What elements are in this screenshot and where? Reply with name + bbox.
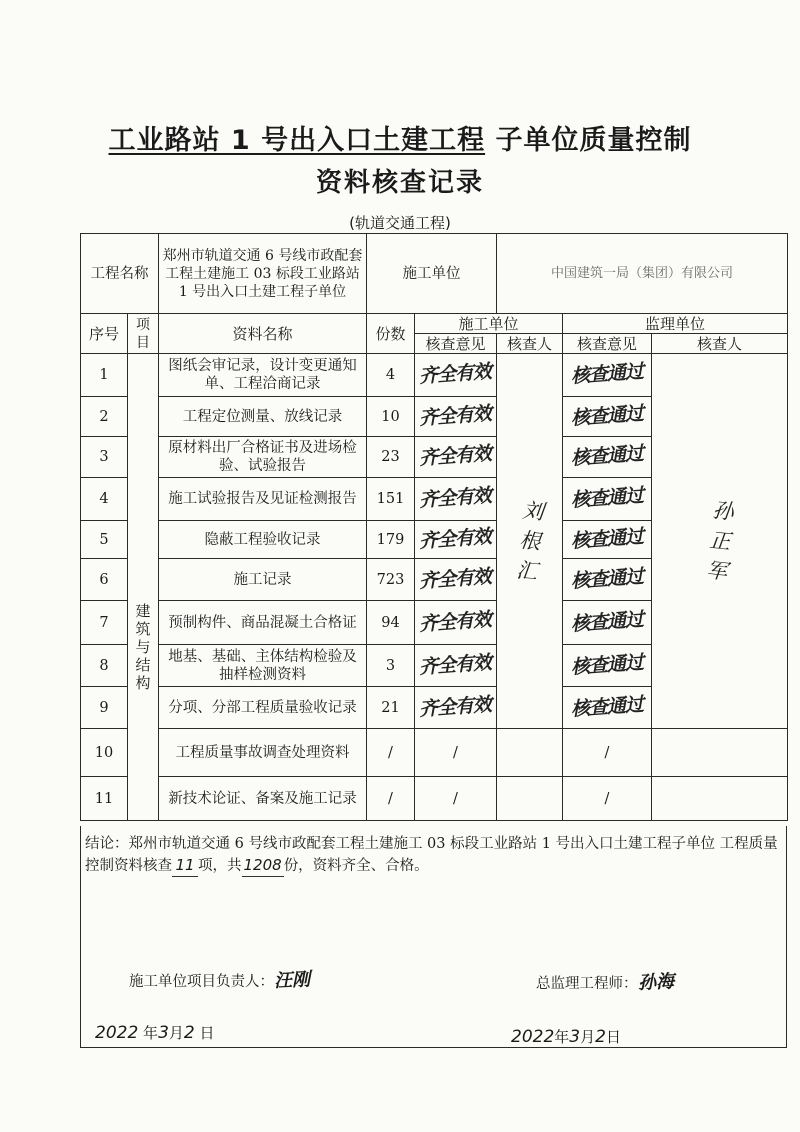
handwritten-text: 齐全有效 — [418, 651, 493, 678]
conclusion-mid: 项，共 — [198, 858, 242, 874]
table-row — [81, 354, 788, 397]
row-c-opinion — [415, 437, 497, 478]
day-char: 日 — [605, 1028, 621, 1046]
header-row-1 — [81, 314, 788, 334]
row-name: 地基、基础、主体结构检验及抽样检测资料 — [159, 645, 367, 687]
date-month: 3 — [569, 1027, 581, 1047]
contractor-label: 施工单位 — [367, 234, 497, 314]
project-row — [81, 234, 788, 314]
row-c-opinion — [415, 559, 497, 601]
contractor-sign-label: 施工单位项目负责人： — [129, 974, 274, 990]
row-no: 7 — [81, 601, 128, 645]
day-char: 日 — [199, 1024, 215, 1042]
row-copies: 94 — [367, 601, 415, 645]
handwritten-text: 齐全有效 — [418, 484, 493, 512]
supervision-checker-cell — [652, 354, 788, 729]
row-no: 4 — [81, 478, 128, 521]
row-c-checker — [497, 729, 563, 777]
row-copies: 4 — [367, 354, 415, 397]
date-year: 2022 — [95, 1023, 139, 1043]
row-s-opinion: / — [563, 777, 652, 821]
header-s-opinion: 核查意见 — [563, 334, 652, 354]
handwritten-text: 核查通过 — [570, 442, 644, 470]
row-c-opinion — [415, 687, 497, 729]
row-s-opinion — [563, 478, 652, 521]
handwritten-text: 核查通过 — [570, 608, 644, 635]
contractor-name: 中国建筑一局（集团）有限公司 — [497, 234, 788, 314]
header-item: 项目 — [128, 314, 159, 354]
date-day: 2 — [183, 1023, 195, 1043]
project-label: 工程名称 — [81, 234, 159, 314]
row-c-opinion — [415, 521, 497, 559]
row-no: 11 — [81, 777, 128, 821]
table-row — [81, 729, 788, 777]
handwritten-text: 齐全有效 — [418, 360, 493, 388]
row-no: 10 — [81, 729, 128, 777]
header-construction: 施工单位 — [415, 314, 563, 334]
handwritten-text: 齐全有效 — [418, 693, 493, 720]
handwritten-text: 齐全有效 — [418, 402, 493, 429]
document-title-line2: 资料核查记录 — [315, 168, 484, 198]
row-c-checker — [497, 777, 563, 821]
supervisor-sign-label: 总监理工程师： — [536, 976, 638, 992]
year-char: 年 — [143, 1024, 159, 1042]
row-s-opinion — [563, 645, 652, 687]
header-supervision: 监理单位 — [563, 314, 788, 334]
row-copies: 3 — [367, 645, 415, 687]
row-copies: 21 — [367, 687, 415, 729]
row-name: 原材料出厂合格证书及进场检验、试验报告 — [159, 437, 367, 478]
row-copies: / — [367, 729, 415, 777]
row-s-opinion — [563, 687, 652, 729]
date-day: 2 — [595, 1027, 606, 1047]
supervisor-signature-block — [536, 968, 674, 994]
row-c-opinion — [415, 601, 497, 645]
row-s-opinion — [563, 521, 652, 559]
row-s-checker — [652, 729, 788, 777]
handwritten-text: 齐全有效 — [418, 565, 493, 592]
table-row — [81, 777, 788, 821]
date-year: 2022 — [511, 1027, 555, 1047]
row-name: 施工记录 — [159, 559, 367, 601]
row-name: 图纸会审记录，设计变更通知单、工程洽商记录 — [159, 354, 367, 397]
row-c-opinion — [415, 354, 497, 397]
row-no: 3 — [81, 437, 128, 478]
year-char: 年 — [554, 1028, 570, 1046]
header-copies: 份数 — [367, 314, 415, 354]
row-c-opinion — [415, 397, 497, 437]
row-c-opinion — [415, 478, 497, 521]
row-s-opinion — [563, 559, 652, 601]
row-s-checker — [652, 777, 788, 821]
header-c-checker: 核查人 — [497, 334, 563, 354]
header-c-opinion: 核查意见 — [415, 334, 497, 354]
row-name: 预制构件、商品混凝土合格证 — [159, 601, 367, 645]
row-c-opinion: / — [415, 729, 497, 777]
row-no: 9 — [81, 687, 128, 729]
month-char: 月 — [168, 1024, 184, 1042]
row-no: 1 — [81, 354, 128, 397]
project-name: 郑州市轨道交通 6 号线市政配套工程土建施工 03 标段工业路站 1 号出入口土建工程子单位 — [159, 234, 367, 314]
handwritten-text: 核查通过 — [570, 360, 644, 388]
supervisor-date — [511, 1026, 621, 1047]
category-label: 建筑与结构 — [135, 602, 151, 692]
row-copies: 151 — [367, 478, 415, 521]
conclusion-box — [80, 826, 787, 1048]
row-s-opinion — [563, 437, 652, 478]
construction-checker-signature: 刘 根 汇 — [514, 498, 545, 584]
header-doc: 资料名称 — [159, 314, 367, 354]
row-copies: 723 — [367, 559, 415, 601]
row-name: 工程质量事故调查处理资料 — [159, 729, 367, 777]
row-name: 施工试验报告及见证检测报告 — [159, 478, 367, 521]
supervision-checker-signature: 孙 正 军 — [704, 498, 735, 584]
row-copies: / — [367, 777, 415, 821]
contractor-signature-block — [129, 966, 310, 992]
row-name: 工程定位测量、放线记录 — [159, 397, 367, 437]
handwritten-text: 核查通过 — [570, 651, 644, 678]
row-copies: 179 — [367, 521, 415, 559]
contractor-signature: 汪刚 — [273, 969, 311, 992]
row-no: 5 — [81, 521, 128, 559]
handwritten-text: 核查通过 — [570, 402, 644, 429]
category-cell — [128, 354, 159, 821]
row-no: 2 — [81, 397, 128, 437]
handwritten-text: 核查通过 — [570, 565, 644, 592]
row-s-opinion: / — [563, 729, 652, 777]
handwritten-text: 齐全有效 — [418, 442, 493, 470]
row-name: 分项、分部工程质量验收记录 — [159, 687, 367, 729]
row-s-opinion — [563, 601, 652, 645]
construction-checker-cell — [497, 354, 563, 729]
row-s-opinion — [563, 354, 652, 397]
row-name: 隐蔽工程验收记录 — [159, 521, 367, 559]
row-no: 8 — [81, 645, 128, 687]
title-suffix: 子单位质量控制 — [495, 125, 692, 156]
header-s-checker: 核查人 — [652, 334, 788, 354]
row-copies: 10 — [367, 397, 415, 437]
row-no: 6 — [81, 559, 128, 601]
month-char: 月 — [580, 1028, 596, 1046]
handwritten-text: 核查通过 — [570, 525, 644, 552]
row-name: 新技术论证、备案及施工记录 — [159, 777, 367, 821]
handwritten-text: 核查通过 — [570, 484, 644, 512]
supervisor-signature: 孙海 — [637, 971, 675, 994]
title-project: 工业路站 1 号出入口土建工程 — [108, 125, 486, 156]
handwritten-text: 核查通过 — [570, 693, 644, 720]
conclusion-prefix: 结论：郑州市轨道交通 6 号线市政配套工程土建施工 03 标段工业路站 1 号出入口土建工程子单位 工程质量控制资料核查 — [85, 836, 778, 874]
document-title — [0, 118, 800, 157]
date-month: 3 — [158, 1023, 169, 1043]
conclusion-suffix: 份，资料齐全、合格。 — [283, 858, 429, 874]
conclusion-items-value: 11 — [172, 855, 198, 877]
row-s-opinion — [563, 397, 652, 437]
document-subtitle: (轨道交通工程) — [349, 214, 451, 232]
header-no: 序号 — [81, 314, 128, 354]
record-table — [80, 233, 788, 821]
conclusion-total-value: 1208 — [242, 855, 284, 877]
contractor-date — [95, 1022, 215, 1043]
handwritten-text: 齐全有效 — [418, 525, 493, 552]
handwritten-text: 齐全有效 — [418, 608, 493, 635]
row-c-opinion — [415, 645, 497, 687]
row-copies: 23 — [367, 437, 415, 478]
conclusion-text — [85, 834, 781, 877]
row-c-opinion: / — [415, 777, 497, 821]
